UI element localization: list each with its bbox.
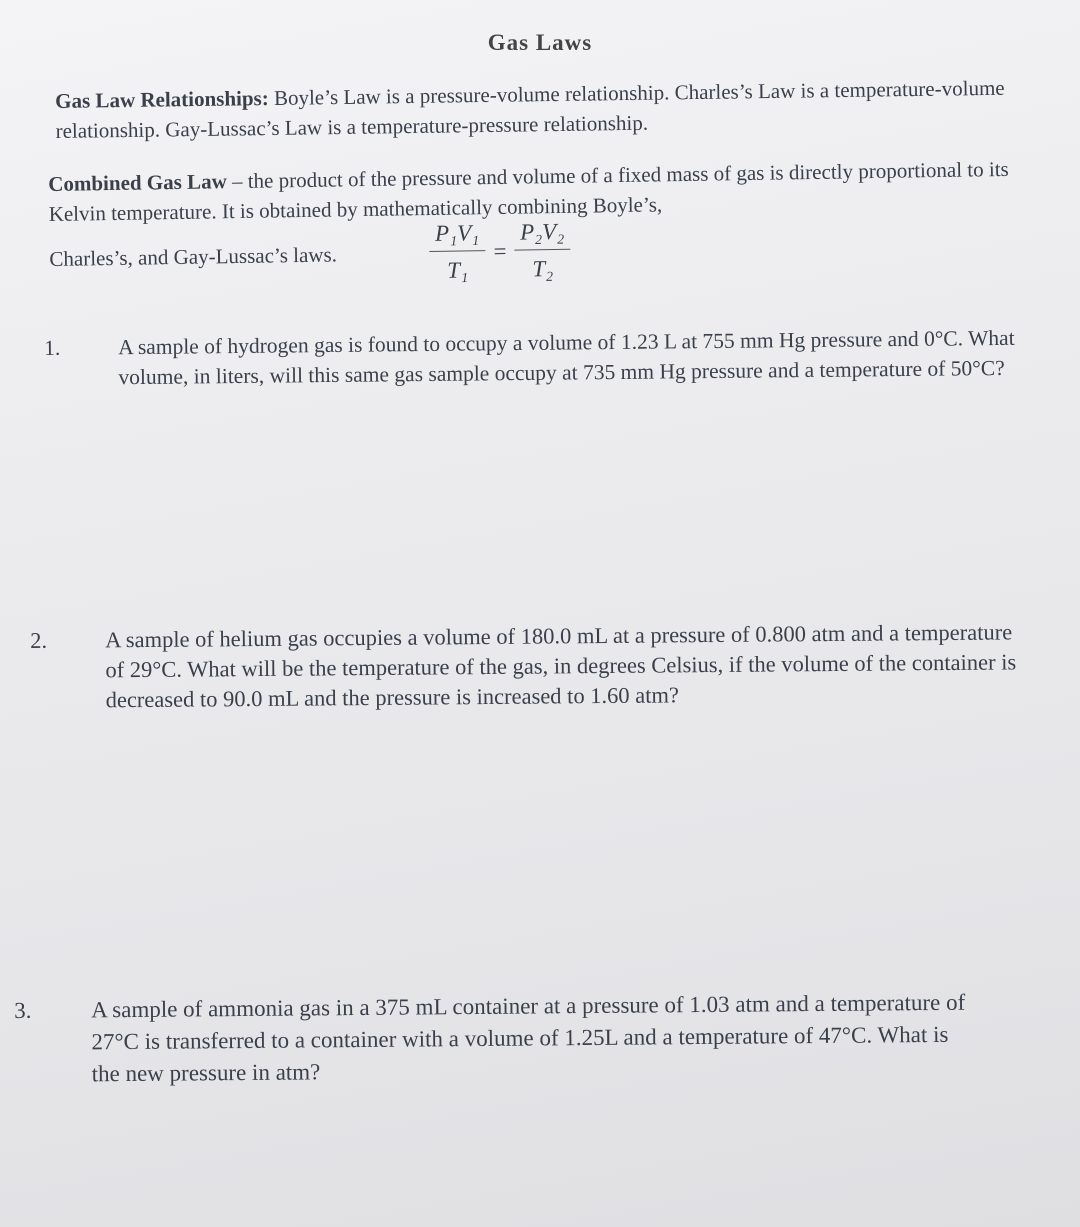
relationships-label: Gas Law Relationships: bbox=[55, 86, 269, 113]
question-text: A sample of helium gas occupies a volume of 180.0 mL at a pressure of 0.800 atm and a temperature of 29°C. What will be the temperature of the gas, in degrees Celsius, if the volume of the container is decreased to 90.0 mL and the pressure is increased to 1.60 atm? bbox=[105, 619, 1017, 713]
formula-lhs-numerator: P₁V₁ bbox=[429, 218, 486, 252]
combined-text-end: Charles’s, and Gay-Lussac’s laws. bbox=[49, 242, 338, 271]
formula-lhs-fraction bbox=[429, 218, 486, 286]
question-1 bbox=[44, 323, 1034, 390]
question-number: 2. bbox=[30, 627, 48, 653]
formula-rhs-numerator: P₂V₂ bbox=[514, 217, 571, 251]
formula-lhs-denominator: T₁ bbox=[447, 257, 469, 283]
question-text: A sample of ammonia gas in a 375 mL container at a pressure of 1.03 atm and a temperature of 27°C is transferred to a container with a volume of 1.25L and a temperature of 47°C. What is the new pressure in atm? bbox=[91, 989, 966, 1087]
formula-rhs-denominator: T₂ bbox=[532, 256, 554, 282]
combined-text: – the product of the pressure and volume of a fixed mass of gas is directly proportional to its Kelvin temperature. It is obtained by mathematically combining Boyle’s, bbox=[48, 156, 1009, 226]
formula-equals: = bbox=[493, 238, 507, 264]
question-number: 1. bbox=[44, 335, 61, 360]
question-number: 3. bbox=[14, 997, 32, 1023]
question-text: A sample of hydrogen gas is found to occupy a volume of 1.23 L at 755 mm Hg pressure and 0°C. What volume, in liters, will this same gas sample occupy at 735 mm Hg pressure and a temperature of 50°C? bbox=[118, 325, 1015, 390]
combined-label: Combined Gas Law bbox=[48, 169, 227, 196]
relationships-text: Boyle’s Law is a pressure-volume relationship. Charles’s Law is a temperature-volume relationship. Gay-Lussac’s Law is a temperature-pressure relationship. bbox=[55, 75, 1005, 143]
combined-gas-law-formula bbox=[429, 217, 571, 286]
question-2 bbox=[30, 617, 1040, 713]
question-3 bbox=[14, 987, 974, 1087]
formula-rhs-fraction bbox=[514, 217, 571, 285]
combined-gas-law bbox=[48, 154, 1025, 289]
page-title: Gas Laws bbox=[487, 30, 593, 55]
gas-law-relationships bbox=[55, 73, 1016, 146]
formula-line bbox=[49, 214, 1025, 289]
